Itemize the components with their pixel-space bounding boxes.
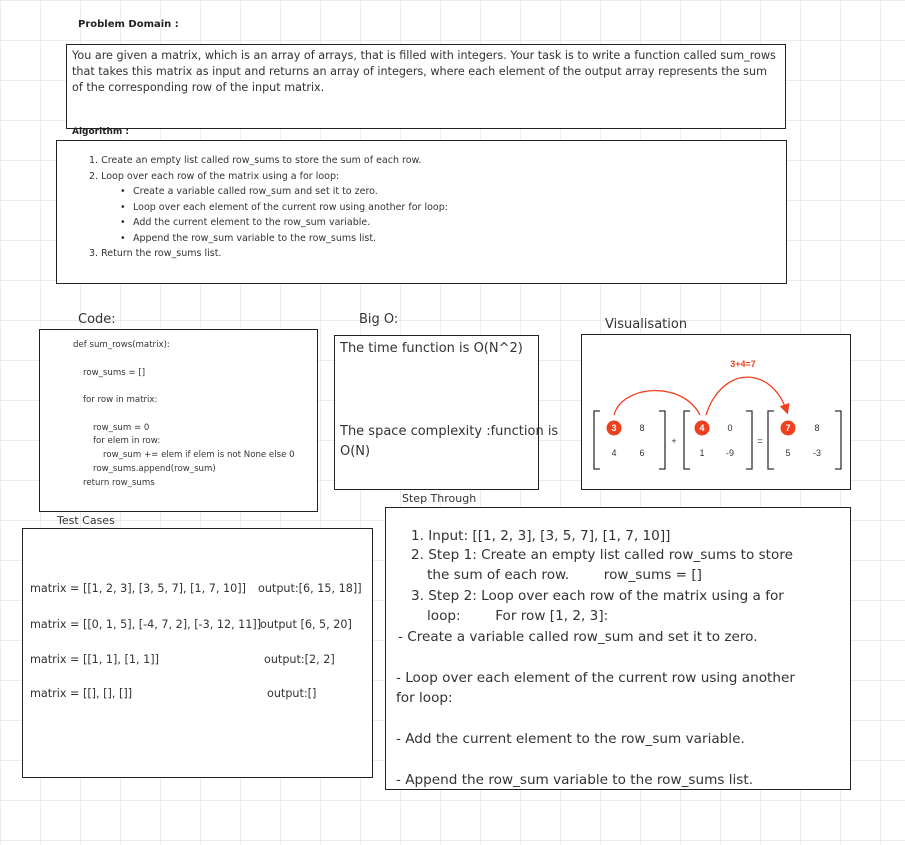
code-line: row_sum = 0 (93, 423, 150, 433)
matrix-c-cell: 5 (785, 448, 791, 458)
test-input: matrix = [[0, 1, 5], [-4, 7, 2], [-3, 12, 11]] (30, 618, 262, 631)
matrix-b-cell: 4 (699, 423, 705, 433)
matrix-c-cell: -3 (812, 448, 822, 458)
step-line: the sum of each row. row_sums = [] (427, 567, 702, 583)
code-line: for elem in row: (93, 436, 161, 446)
algorithm-step: 2. Loop over each row of the matrix using a for loop: (89, 170, 340, 182)
step-through-box (385, 507, 851, 790)
code-line: row_sums.append(row_sum) (93, 464, 216, 474)
bracket-right-b (746, 411, 752, 469)
step-line: - Loop over each element of the current row using another (396, 670, 795, 686)
time-complexity: The time function is O(N^2) (340, 341, 523, 356)
matrix-a-cell: 4 (611, 448, 617, 458)
plus-operator: + (671, 436, 677, 446)
algorithm-steps (89, 153, 448, 262)
matrix-c-cell: 7 (785, 423, 791, 433)
algorithm-step: 1. Create an empty list called row_sums to store the sum of each row. (89, 155, 422, 166)
algorithm-substep: • Append the row_sum variable to the row_sums list. (89, 231, 448, 247)
visualisation-box (581, 334, 851, 490)
test-output: output:[6, 15, 18]] (258, 582, 362, 595)
matrix-b-cell: -9 (725, 448, 735, 458)
bracket-right-a (659, 411, 665, 469)
problem-statement (66, 44, 786, 129)
bigo-box (334, 335, 559, 490)
test-input: matrix = [[], [], []] (30, 687, 133, 700)
bigo-heading: Big O: (359, 312, 399, 327)
bracket-right-c (835, 411, 841, 469)
step-through-heading: Step Through (402, 492, 477, 505)
algorithm-substeps (89, 184, 448, 246)
arrow-arc-b (706, 377, 787, 415)
code-box (39, 329, 318, 512)
matrix-a-cell: 8 (639, 423, 645, 433)
problem-line: of the corresponding row of the input matrix. (72, 81, 325, 94)
test-input: matrix = [[1, 2, 3], [3, 5, 7], [1, 7, 10]] (30, 582, 246, 595)
matrix-c-cell: 8 (814, 423, 820, 433)
test-output: output:[] (267, 687, 317, 700)
algorithm-heading: Algorithm : (72, 127, 130, 137)
space-complexity: The space complexity :function is (340, 424, 559, 439)
step-line: - Append the row_sum variable to the row_sums list. (396, 772, 754, 788)
matrix-a-cell: 6 (639, 448, 645, 458)
algorithm-substep: • Add the current element to the row_sum variable. (89, 215, 448, 231)
code-line: row_sum += elem if elem is not None else 0 (103, 450, 295, 460)
equals-operator: = (757, 436, 763, 446)
matrix-b-cell: 1 (699, 448, 705, 458)
algorithm-box (56, 140, 787, 284)
problem-line: You are given a matrix, which is an array of arrays, that is filled with integers. Your task is to write a function called sum_rows (72, 49, 776, 62)
step-line: - Add the current element to the row_sum variable. (396, 731, 745, 747)
code-line: return row_sums (83, 478, 155, 488)
tests-box (22, 528, 373, 778)
equation-label: 3+4=7 (730, 359, 756, 369)
test-output: output:[2, 2] (264, 653, 335, 666)
code-heading: Code: (78, 312, 116, 327)
matrix-addition-diagram (582, 335, 850, 489)
algorithm-substep: • Loop over each element of the current row using another for loop: (89, 200, 448, 216)
step-line: for loop: (396, 690, 453, 706)
code-line: def sum_rows(matrix): (73, 340, 170, 350)
step-line: 1. Input: [[1, 2, 3], [3, 5, 7], [1, 7, 10]] (411, 528, 671, 544)
test-output: output [6, 5, 20] (260, 618, 352, 631)
bracket-left-c (768, 411, 774, 469)
bracket-left-b (684, 411, 690, 469)
step-line: loop: For row [1, 2, 3]: (427, 608, 609, 624)
code-line: row_sums = [] (83, 368, 146, 378)
step-line: 2. Step 1: Create an empty list called row_sums to store (411, 547, 793, 563)
tests-heading: Test Cases (57, 514, 115, 527)
matrix-b-cell: 0 (727, 423, 733, 433)
test-input: matrix = [[1, 1], [1, 1]] (30, 653, 159, 666)
algorithm-step: 3. Return the row_sums list. (89, 248, 222, 259)
visualisation-heading: Visualisation (605, 317, 688, 332)
space-complexity-value: O(N) (340, 444, 371, 459)
code-line: for row in matrix: (83, 395, 158, 405)
step-line: 3. Step 2: Loop over each row of the matrix using a for (411, 588, 784, 604)
matrix-a-cell: 3 (611, 423, 617, 433)
algorithm-substep: • Create a variable called row_sum and set it to zero. (89, 184, 448, 200)
step-line: - Create a variable called row_sum and set it to zero. (398, 629, 758, 645)
problem-line: that takes this matrix as input and returns an array of integers, where each element of the output array represents the sum (72, 65, 767, 78)
problem-heading: Problem Domain : (78, 19, 179, 30)
bracket-left-a (594, 411, 600, 469)
